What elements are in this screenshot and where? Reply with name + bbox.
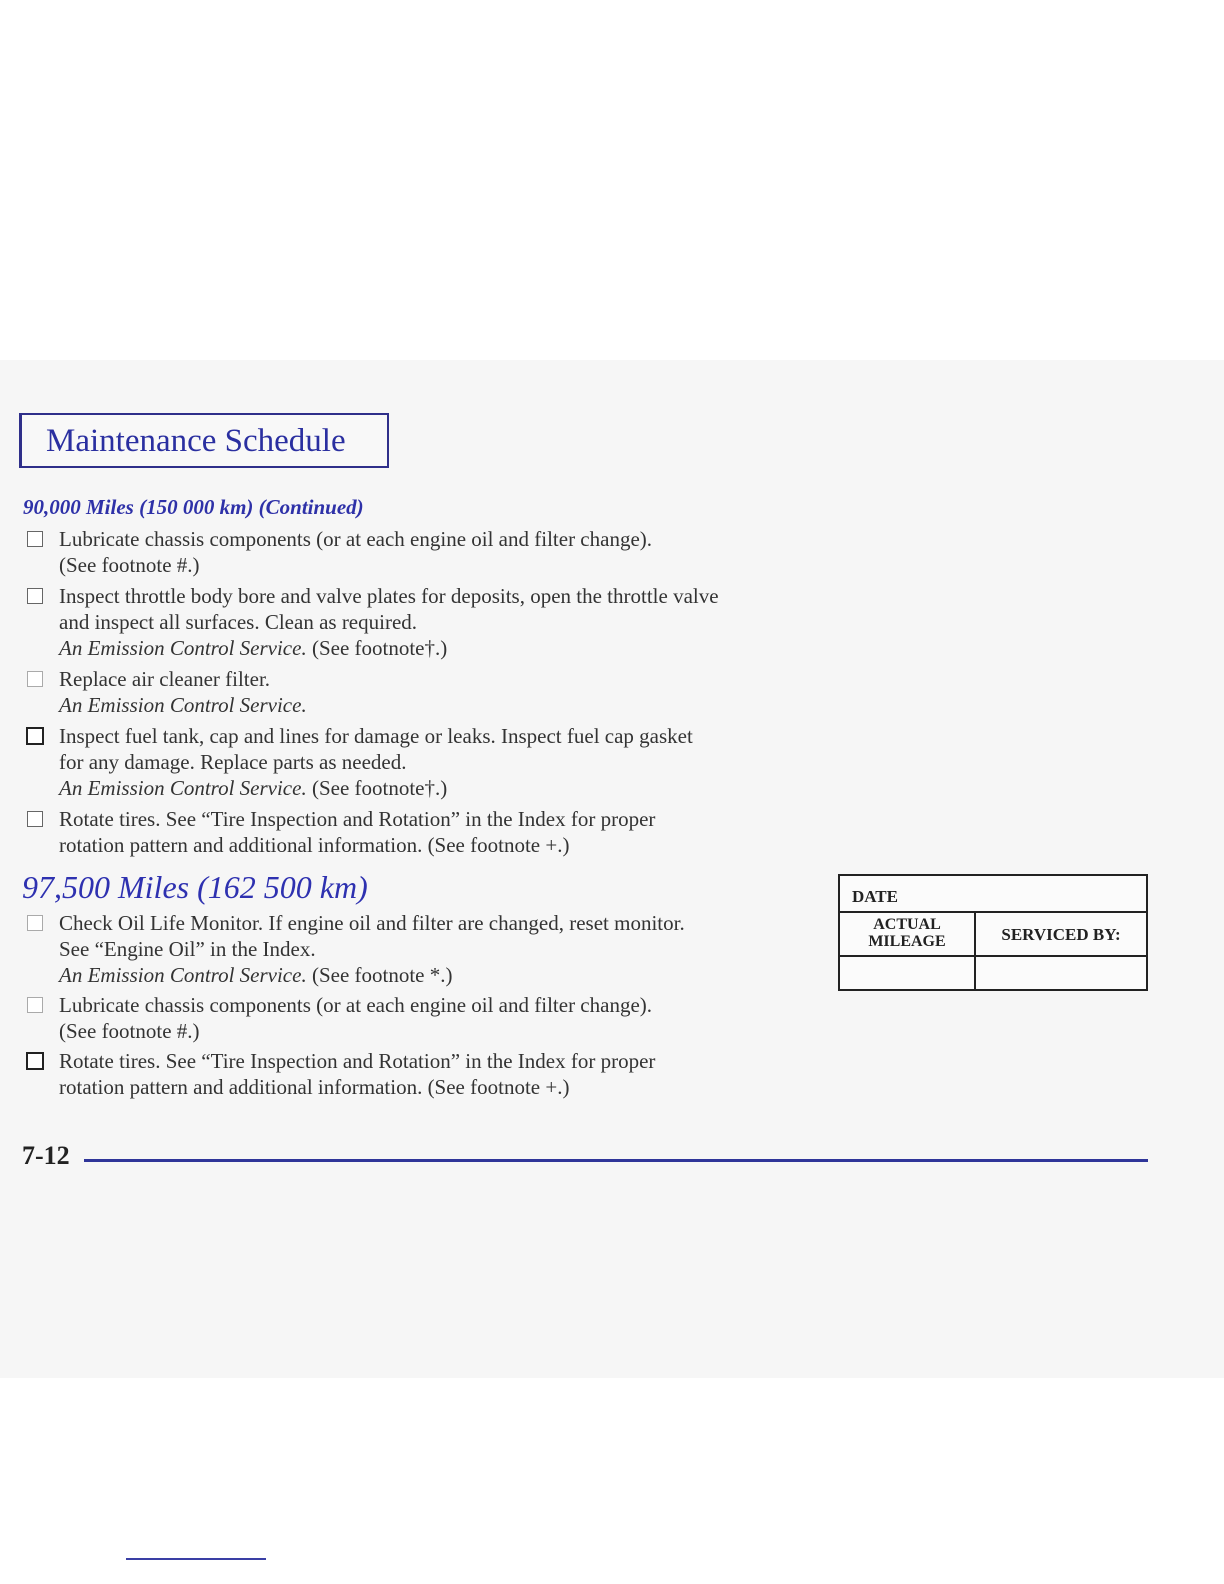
item-text-line: Check Oil Life Monitor. If engine oil and filter are changed, reset monitor. [59, 911, 685, 935]
checkbox[interactable] [26, 1052, 44, 1070]
checklist-item [25, 666, 825, 718]
checkbox[interactable] [27, 997, 43, 1013]
serviced-by-label: SERVICED BY: [1001, 925, 1121, 944]
emission-note: An Emission Control Service. [59, 636, 307, 660]
serviced-by-entry-cell[interactable] [976, 957, 1146, 989]
date-label: DATE [852, 887, 898, 906]
checklist-item [25, 583, 825, 661]
item-text-line: Lubricate chassis components (or at each engine oil and filter change). [59, 527, 653, 551]
item-text-line: for any damage. Replace parts as needed. [59, 750, 407, 774]
section-heading-90000: 90,000 Miles (150 000 km) (Continued) [23, 495, 364, 519]
mileage-label-line: MILEAGE [868, 933, 946, 950]
serviced-by-header-cell [976, 913, 1146, 957]
title-box [19, 413, 389, 468]
footer-rule [84, 1159, 1148, 1162]
footnote-ref: (See footnote†.) [306, 636, 448, 660]
checkbox[interactable] [27, 671, 43, 687]
item-text-line: rotation pattern and additional information. (See footnote +.) [59, 833, 570, 857]
footnote-ref: (See footnote†.) [306, 776, 448, 800]
service-record-table [838, 874, 1148, 991]
mileage-header-cell [840, 913, 976, 957]
checklist-item [25, 723, 825, 801]
item-text-line: Rotate tires. See “Tire Inspection and Rotation” in the Index for proper [59, 1049, 656, 1073]
emission-note: An Emission Control Service. [59, 693, 307, 717]
checkbox[interactable] [26, 727, 44, 745]
emission-note: An Emission Control Service. [59, 776, 307, 800]
page-number: 7-12 [22, 1141, 70, 1170]
mileage-label-line: ACTUAL [873, 916, 941, 933]
section-heading-97500: 97,500 Miles (162 500 km) [22, 869, 368, 905]
item-text-line: rotation pattern and additional information. (See footnote +.) [59, 1075, 570, 1099]
checklist-item [25, 526, 825, 578]
checklist-item [25, 910, 825, 988]
item-text-line: Inspect fuel tank, cap and lines for damage or leaks. Inspect fuel cap gasket [59, 724, 693, 748]
item-text-line: See “Engine Oil” in the Index. [59, 937, 316, 961]
date-cell[interactable] [840, 876, 1146, 913]
mileage-entry-cell[interactable] [840, 957, 976, 989]
footnote-ref: (See footnote *.) [306, 963, 453, 987]
checklist-item [25, 1048, 825, 1100]
emission-note: An Emission Control Service. [59, 963, 307, 987]
item-text-line: Rotate tires. See “Tire Inspection and Rotation” in the Index for proper [59, 807, 656, 831]
checkbox[interactable] [27, 811, 43, 827]
item-text-line: (See footnote #.) [59, 553, 200, 577]
item-text-line: Lubricate chassis components (or at each engine oil and filter change). [59, 993, 653, 1017]
item-text-line: Inspect throttle body bore and valve plates for deposits, open the throttle valve [59, 584, 719, 608]
checkbox[interactable] [27, 915, 43, 931]
checkbox[interactable] [27, 588, 43, 604]
item-text-line: Replace air cleaner filter. [59, 667, 271, 691]
item-text-line: and inspect all surfaces. Clean as required. [59, 610, 418, 634]
checklist-item [25, 992, 825, 1044]
bottom-rule [126, 1558, 266, 1560]
checklist-item [25, 806, 825, 858]
checkbox[interactable] [27, 531, 43, 547]
page-title: Maintenance Schedule [46, 423, 346, 459]
item-text-line: (See footnote #.) [59, 1019, 200, 1043]
